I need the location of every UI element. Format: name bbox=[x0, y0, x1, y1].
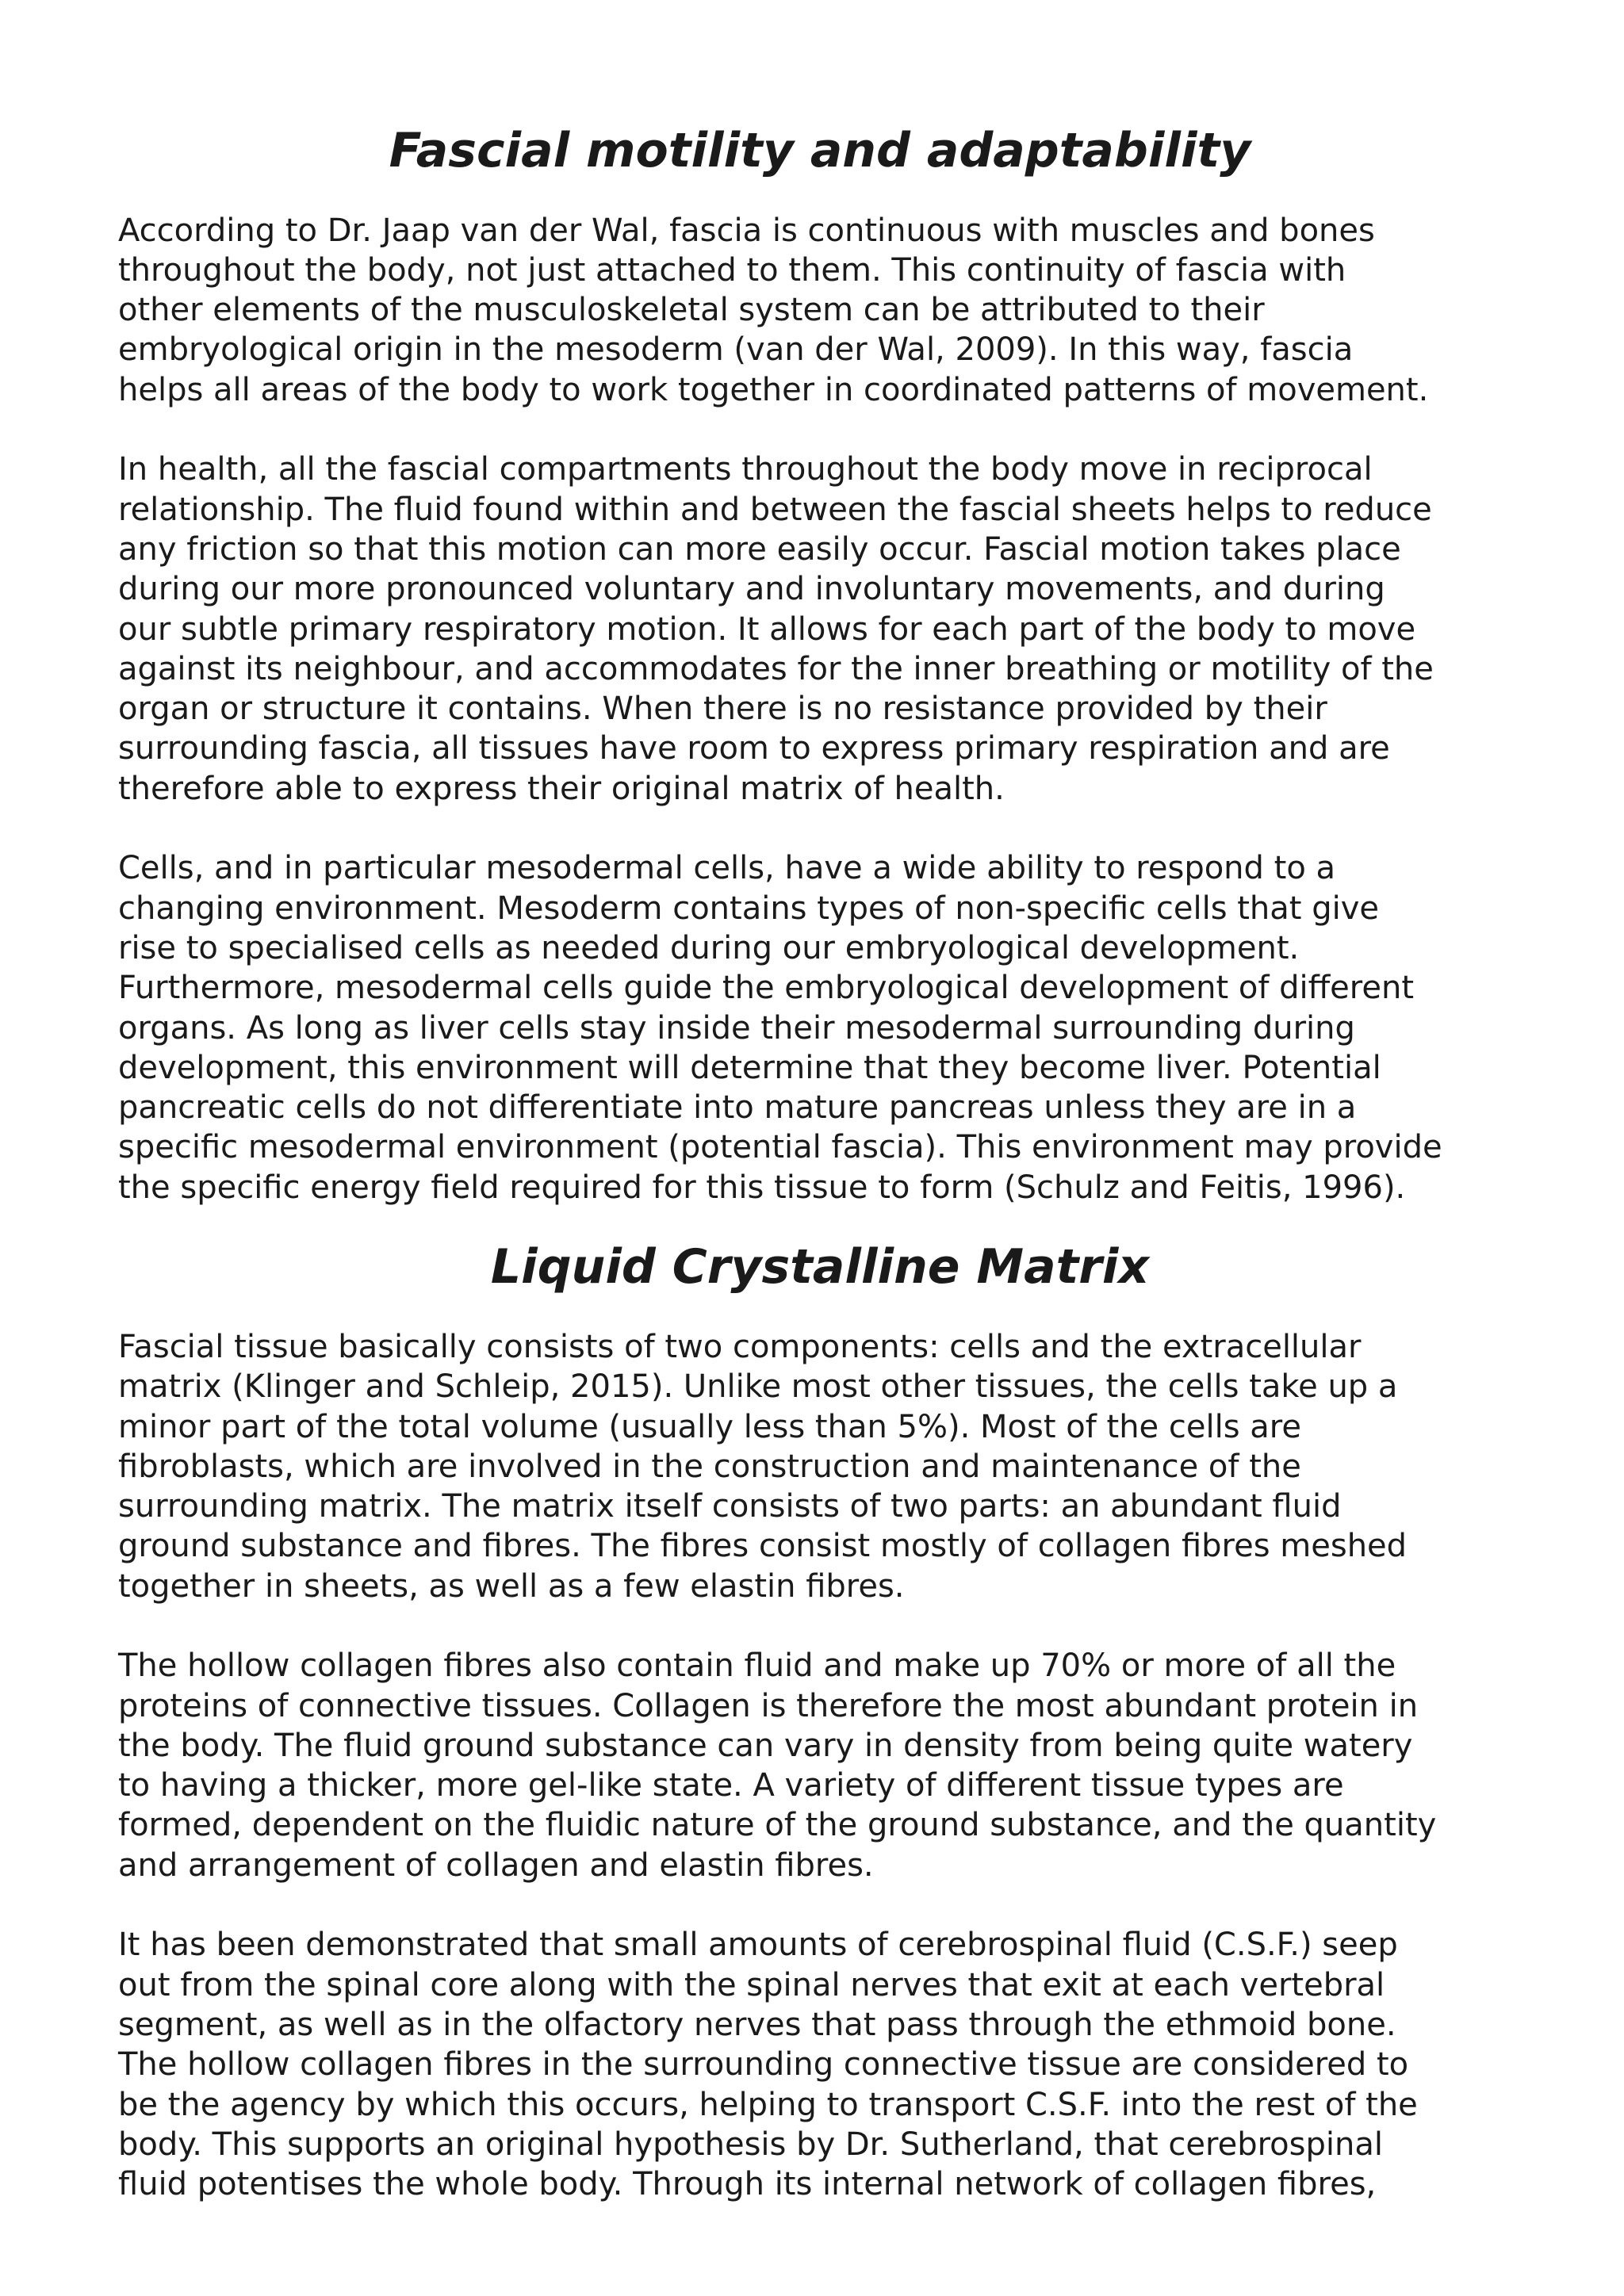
text-line: It has been demonstrated that small amounts of cerebrospinal fluid (C.S.F.) seep bbox=[118, 1927, 1398, 1964]
paragraph bbox=[118, 1646, 1522, 1885]
paragraph bbox=[118, 1925, 1522, 2204]
text-line: therefore able to express their original matrix of health. bbox=[118, 770, 1005, 807]
section-heading-liquid-crystalline-matrix: Liquid Crystalline Matrix bbox=[490, 1239, 1150, 1295]
text-line: any friction so that this motion can more easily occur. Fascial motion takes place bbox=[118, 530, 1401, 568]
text-line: against its neighbour, and accommodates for the inner breathing or motility of the bbox=[118, 650, 1434, 687]
text-line: Furthermore, mesodermal cells guide the embryological development of different bbox=[118, 970, 1415, 1007]
text-line: be the agency by which this occurs, helping to transport C.S.F. into the rest of the bbox=[118, 2086, 1418, 2123]
text-line: surrounding fascia, all tissues have room to express primary respiration and are bbox=[118, 730, 1390, 767]
text-line: organ or structure it contains. When there is no resistance provided by their bbox=[118, 691, 1327, 728]
text-line: our subtle primary respiratory motion. It allows for each part of the body to move bbox=[118, 610, 1416, 648]
text-line: throughout the body, not just attached to them. This continuity of fascia with bbox=[118, 251, 1346, 289]
text-line: organs. As long as liver cells stay inside their mesodermal surrounding during bbox=[118, 1009, 1355, 1047]
section-heading-fascial-motility: Fascial motility and adaptability bbox=[389, 123, 1251, 178]
text-line: ground substance and fibres. The fibres consist mostly of collagen fibres meshed bbox=[118, 1528, 1408, 1565]
text-line: and arrangement of collagen and elastin fibres. bbox=[118, 1846, 874, 1884]
text-line: matrix (Klinger and Schleip, 2015). Unlike most other tissues, the cells take up a bbox=[118, 1368, 1398, 1406]
text-line: In health, all the fascial compartments throughout the body move in reciprocal bbox=[118, 451, 1373, 488]
paragraph bbox=[118, 1327, 1522, 1606]
text-line: The hollow collagen fibres also contain fluid and make up 70% or more of all the bbox=[118, 1647, 1396, 1685]
text-line: segment, as well as in the olfactory nerves that pass through the ethmoid bone. bbox=[118, 2006, 1396, 2043]
text-line: relationship. The fluid found within and between the fascial sheets helps to reduce bbox=[118, 491, 1432, 528]
text-line: The hollow collagen fibres in the surrounding connective tissue are considered to bbox=[118, 2046, 1409, 2084]
document-page bbox=[118, 123, 1522, 2204]
text-line: Cells, and in particular mesodermal cells, have a wide ability to respond to a bbox=[118, 850, 1336, 887]
text-line: fluid potentises the whole body. Through its internal network of collagen fibres, bbox=[118, 2166, 1377, 2203]
text-line: pancreatic cells do not differentiate into mature pancreas unless they are in a bbox=[118, 1089, 1357, 1127]
text-line: surrounding matrix. The matrix itself consists of two parts: an abundant fluid bbox=[118, 1488, 1342, 1525]
text-line: during our more pronounced voluntary and involuntary movements, and during bbox=[118, 571, 1385, 608]
text-line: other elements of the musculoskeletal system can be attributed to their bbox=[118, 292, 1265, 329]
text-line: body. This supports an original hypothesis by Dr. Sutherland, that cerebrospinal bbox=[118, 2126, 1383, 2163]
text-line: together in sheets, as well as a few elastin fibres. bbox=[118, 1567, 905, 1605]
text-line: fibroblasts, which are involved in the construction and maintenance of the bbox=[118, 1448, 1301, 1485]
text-line: According to Dr. Jaap van der Wal, fascia is continuous with muscles and bones bbox=[118, 212, 1375, 249]
text-line: out from the spinal core along with the spinal nerves that exit at each vertebral bbox=[118, 1966, 1385, 2003]
paragraph bbox=[118, 450, 1522, 809]
text-line: formed, dependent on the fluidic nature of the ground substance, and the quantity bbox=[118, 1807, 1437, 1844]
text-line: the specific energy field required for this tissue to form (Schulz and Feitis, 1996). bbox=[118, 1169, 1406, 1206]
text-line: specific mesodermal environment (potential fascia). This environment may provide bbox=[118, 1129, 1442, 1166]
text-line: embryological origin in the mesoderm (van der Wal, 2009). In this way, fascia bbox=[118, 331, 1354, 369]
text-line: rise to specialised cells as needed during our embryological development. bbox=[118, 929, 1300, 966]
text-line: helps all areas of the body to work together in coordinated patterns of movement. bbox=[118, 371, 1429, 408]
text-line: development, this environment will determine that they become liver. Potential bbox=[118, 1049, 1381, 1086]
text-line: the body. The fluid ground substance can vary in density from being quite watery bbox=[118, 1727, 1413, 1764]
text-line: to having a thicker, more gel-like state. A variety of different tissue types are bbox=[118, 1767, 1344, 1804]
text-line: changing environment. Mesoderm contains types of non-specific cells that give bbox=[118, 890, 1379, 927]
paragraph bbox=[118, 211, 1522, 410]
text-line: Fascial tissue basically consists of two components: cells and the extracellular bbox=[118, 1328, 1362, 1365]
text-line: proteins of connective tissues. Collagen is therefore the most abundant protein in bbox=[118, 1687, 1419, 1724]
paragraph bbox=[118, 848, 1522, 1207]
text-line: minor part of the total volume (usually less than 5%). Most of the cells are bbox=[118, 1408, 1301, 1445]
